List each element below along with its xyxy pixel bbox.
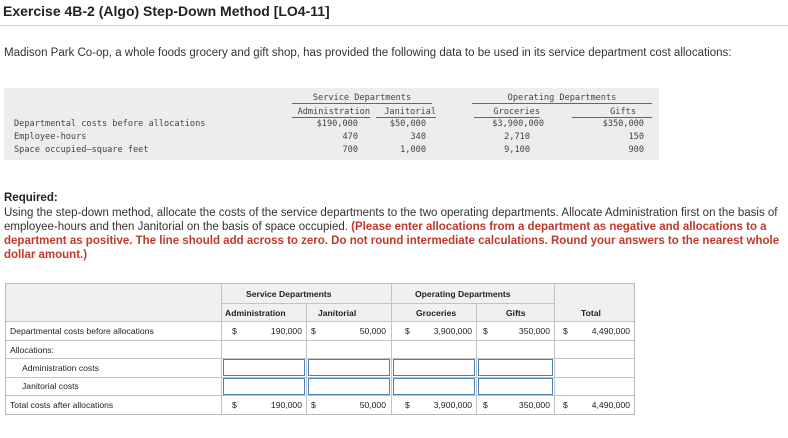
answer-col-groceries: Groceries [416, 308, 457, 318]
grid-line [391, 303, 554, 304]
currency-symbol: $ [311, 326, 316, 336]
currency-symbol: $ [232, 326, 237, 336]
answer-service-header: Service Departments [246, 289, 332, 299]
grid-line [554, 284, 555, 414]
grid-line [6, 321, 634, 322]
given-cell: $3,900,000 [492, 119, 544, 129]
currency-symbol: $ [232, 400, 237, 410]
currency-symbol: $ [563, 326, 568, 336]
given-cell: 340 [410, 132, 426, 142]
grid-line [6, 340, 634, 341]
admin-alloc-gifts-input[interactable] [478, 359, 553, 376]
grid-line [6, 395, 634, 396]
grid-line [391, 284, 392, 414]
after-janitorial: 50,000 [359, 400, 386, 410]
title-divider [0, 25, 788, 26]
answer-table [5, 283, 635, 415]
answer-col-administration: Administration [225, 308, 286, 318]
admin-alloc-administration-input[interactable] [223, 359, 305, 376]
given-operating-header: Operating Departments [507, 93, 617, 103]
given-groc-rule [474, 117, 540, 118]
before-administration: 190,000 [270, 326, 302, 336]
jan-alloc-groceries-input[interactable] [393, 378, 475, 395]
admin-alloc-groceries-field[interactable] [394, 360, 474, 375]
given-gifts-rule [572, 117, 652, 118]
given-row-label: Space occupied—square feet [14, 145, 149, 155]
before-total: 4,490,000 [591, 326, 630, 336]
page-title: Exercise 4B-2 (Algo) Step-Down Method [LO4-11] [3, 3, 330, 19]
admin-alloc-gifts-field[interactable] [479, 360, 552, 375]
given-data-table [4, 88, 659, 160]
after-administration: 190,000 [270, 400, 302, 410]
jan-alloc-janitorial-field[interactable] [309, 379, 389, 394]
given-col-janitorial: Janitorial [384, 107, 436, 117]
answer-col-total: Total [581, 308, 601, 318]
admin-alloc-janitorial-input[interactable] [308, 359, 390, 376]
row-label-allocations: Allocations: [10, 345, 54, 355]
jan-alloc-janitorial-input[interactable] [308, 378, 390, 395]
given-cell: 1,000 [400, 145, 426, 155]
given-service-header: Service Departments [312, 93, 412, 103]
jan-alloc-administration-field[interactable] [224, 379, 304, 394]
currency-symbol: $ [405, 400, 410, 410]
after-total: 4,490,000 [591, 400, 630, 410]
required-body: Using the step-down method, allocate the costs of the service departments to the two operating departments. Allocate Administration first on the basis of employee-hours and then Janitorial on the basis of space occupied. [4, 207, 778, 233]
row-label-after: Total costs after allocations [10, 400, 114, 410]
given-cell: 900 [628, 145, 644, 155]
jan-alloc-gifts-input[interactable] [478, 378, 553, 395]
required-heading: Required: [4, 192, 58, 204]
grid-line [221, 284, 222, 414]
currency-symbol: $ [563, 400, 568, 410]
given-cell: 150 [628, 132, 644, 142]
currency-symbol: $ [311, 400, 316, 410]
required-text [4, 206, 784, 262]
given-cell: 700 [342, 145, 358, 155]
given-row-label: Employee-hours [14, 132, 87, 142]
given-cell: $50,000 [389, 119, 426, 129]
given-col-groceries: Groceries [493, 107, 540, 117]
given-col-administration: Administration [297, 107, 370, 117]
currency-symbol: $ [483, 400, 488, 410]
given-cell: $190,000 [316, 119, 358, 129]
given-cell: $350,000 [602, 119, 644, 129]
before-gifts: 350,000 [518, 326, 550, 336]
answer-col-gifts: Gifts [506, 308, 526, 318]
jan-alloc-gifts-field[interactable] [479, 379, 552, 394]
given-row-label: Departmental costs before allocations [14, 119, 206, 129]
intro-text: Madison Park Co-op, a whole foods grocery and gift shop, has provided the following data to be used in its service department cost allocations: [4, 47, 732, 59]
currency-symbol: $ [405, 326, 410, 336]
grid-line [306, 303, 307, 414]
admin-alloc-janitorial-field[interactable] [309, 360, 389, 375]
given-cell: 470 [342, 132, 358, 142]
given-col-gifts: Gifts [610, 107, 636, 117]
currency-symbol: $ [483, 326, 488, 336]
row-label-janitorial-costs: Janitorial costs [22, 381, 79, 391]
given-admin-rule [292, 117, 370, 118]
admin-alloc-administration-field[interactable] [224, 360, 304, 375]
jan-alloc-groceries-field[interactable] [394, 379, 474, 394]
row-label-admin-costs: Administration costs [22, 363, 99, 373]
row-label-before: Departmental costs before allocations [10, 326, 154, 336]
after-groceries: 3,900,000 [433, 400, 472, 410]
admin-alloc-groceries-input[interactable] [393, 359, 475, 376]
given-cell: 9,100 [504, 145, 530, 155]
answer-col-janitorial: Janitorial [318, 308, 357, 318]
grid-line [476, 303, 477, 414]
answer-operating-header: Operating Departments [415, 289, 511, 299]
given-cell: 2,710 [504, 132, 530, 142]
after-gifts: 350,000 [518, 400, 550, 410]
given-jan-rule [376, 117, 436, 118]
given-service-rule [292, 103, 432, 104]
jan-alloc-administration-input[interactable] [223, 378, 305, 395]
required-instructions: (Please enter allocations from a department as negative and allocations to a department as positive. The line should add across to zero. Do not round intermediate calculations. Round your answers to the nearest whole dollar amount.) [4, 221, 780, 261]
given-operating-rule [472, 103, 652, 104]
before-janitorial: 50,000 [359, 326, 386, 336]
before-groceries: 3,900,000 [433, 326, 472, 336]
